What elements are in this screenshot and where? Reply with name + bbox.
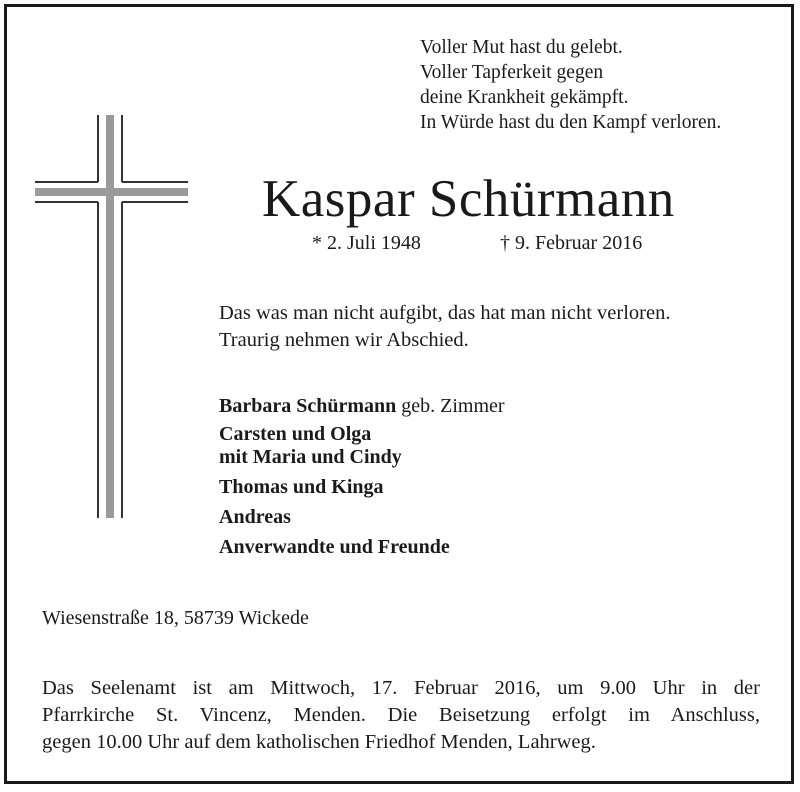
birth-date: * 2. Juli 1948 <box>312 232 421 254</box>
mourners-list <box>219 395 505 559</box>
service-line: gegen 10.00 Uhr auf dem katholischen Friedhof Menden, Lahrweg. <box>42 731 596 753</box>
poem-line: Voller Mut hast du gelebt. <box>420 37 623 58</box>
farewell-quote <box>219 300 670 354</box>
mourner-row <box>219 536 505 559</box>
mourner-name: Thomas und Kinga <box>219 476 384 498</box>
poem-line: Voller Tapferkeit gegen <box>420 62 604 83</box>
mourner-name: Carsten und Olga <box>219 423 372 445</box>
mourner-name: Andreas <box>219 506 291 528</box>
poem-line: deine Krankheit gekämpft. <box>420 87 629 108</box>
mourner-row <box>219 476 505 499</box>
mourner-note: geb. Zimmer <box>396 395 505 417</box>
mourner-row <box>219 395 505 418</box>
mourner-name: mit Maria und Cindy <box>219 446 402 468</box>
mourner-row <box>219 446 505 469</box>
cross-icon <box>30 110 195 530</box>
quote-line: Traurig nehmen wir Abschied. <box>219 329 469 351</box>
poem-line: In Würde hast du den Kampf verloren. <box>420 112 722 133</box>
poem <box>420 35 721 135</box>
mourner-name: Anverwandte und Freunde <box>219 536 450 558</box>
mourner-name: Barbara Schürmann <box>219 395 397 417</box>
service-line: Pfarrkirche St. Vincenz, Menden. Die Beisetzung erfolgt im Anschluss, <box>42 704 760 726</box>
quote-line: Das was man nicht aufgibt, das hat man nicht verloren. <box>219 302 671 324</box>
mourner-row <box>219 423 505 446</box>
address: Wiesenstraße 18, 58739 Wickede <box>42 607 309 629</box>
service-info <box>42 675 760 756</box>
death-date: † 9. Februar 2016 <box>500 232 643 254</box>
service-line: Das Seelenamt ist am Mittwoch, 17. Februar 2016, um 9.00 Uhr in der <box>42 677 760 699</box>
deceased-name: Kaspar Schürmann <box>262 170 675 228</box>
mourner-row <box>219 506 505 529</box>
